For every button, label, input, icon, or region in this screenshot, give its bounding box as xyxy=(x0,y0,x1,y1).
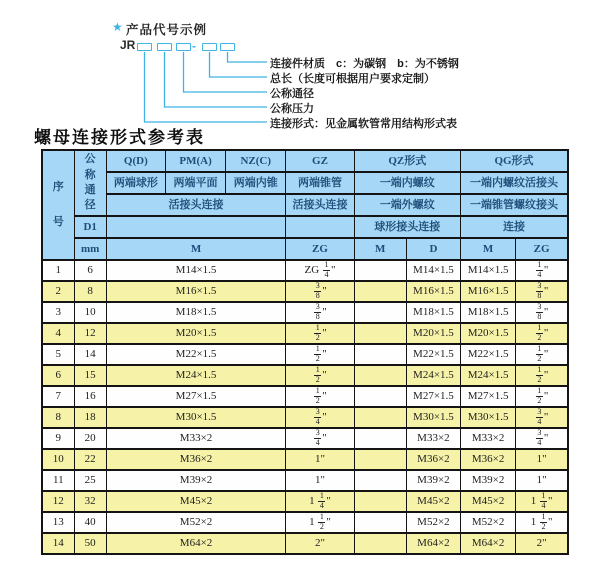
cell-dn-mm: 32 xyxy=(74,491,106,512)
cell-qz-d: M30×1.5 xyxy=(406,407,460,428)
cell-seq: 7 xyxy=(42,386,74,407)
code-label-pressure: 公称压力 xyxy=(270,103,314,115)
cell-seq: 1 xyxy=(42,260,74,281)
cell-qz-d: M39×2 xyxy=(406,470,460,491)
cell-dn-mm: 8 xyxy=(74,281,106,302)
cell-qz-m xyxy=(354,428,406,449)
cell-qz-d: M45×2 xyxy=(406,491,460,512)
header-qz-desc2: 一端外螺纹 xyxy=(354,194,460,216)
cell-qz-d: M64×2 xyxy=(406,533,460,554)
cell-qg-zg: $\frac{3}{8}$ " xyxy=(516,281,568,302)
cell-m: M27×1.5 xyxy=(106,386,286,407)
cell-dn-mm: 40 xyxy=(74,512,106,533)
cell-m: M20×1.5 xyxy=(106,323,286,344)
cell-qg-zg: 1" xyxy=(516,470,568,491)
table-row xyxy=(42,449,568,470)
table-title: 螺母连接形式参考表 xyxy=(34,128,205,147)
cell-dn-mm: 50 xyxy=(74,533,106,554)
cell-qg-m: M22×1.5 xyxy=(461,344,516,365)
cell-qg-zg: $\frac{1}{4}$ " xyxy=(516,260,568,281)
cell-qg-zg: $\frac{3}{8}$ " xyxy=(516,302,568,323)
cell-qg-zg: $\frac{1}{2}$ " xyxy=(516,365,568,386)
cell-seq: 2 xyxy=(42,281,74,302)
table-row xyxy=(42,323,568,344)
cell-m: M14×1.5 xyxy=(106,260,286,281)
table-row xyxy=(42,386,568,407)
cell-m: M24×1.5 xyxy=(106,365,286,386)
cell-zg: 1" xyxy=(286,449,354,470)
cell-zg: $\frac{1}{2}$ " xyxy=(286,386,354,407)
cell-qz-d: M20×1.5 xyxy=(406,323,460,344)
cell-m: M39×2 xyxy=(106,470,286,491)
header-q-desc: 两端球形 xyxy=(106,172,165,194)
header-gz-desc: 两端锥管 xyxy=(286,172,354,194)
cell-zg: $\frac{3}{8}$ " xyxy=(286,281,354,302)
header-empty-left xyxy=(106,216,286,238)
cell-zg: $\frac{1}{2}$ " xyxy=(286,323,354,344)
header-q: Q(D) xyxy=(106,150,165,172)
cell-qg-m: M27×1.5 xyxy=(461,386,516,407)
cell-zg: ZG $\frac{1}{4}$ " xyxy=(286,260,354,281)
header-nz: NZ(C) xyxy=(226,150,286,172)
cell-qg-m: M45×2 xyxy=(461,491,516,512)
header-qg-conn: 连接 xyxy=(461,216,568,238)
header-qz-m: M xyxy=(354,238,406,260)
star-icon: ★ xyxy=(112,20,123,34)
product-code-prefix: JR xyxy=(120,38,136,52)
table-row xyxy=(42,407,568,428)
header-qz-conn: 球形接头连接 xyxy=(354,216,460,238)
header-gz-connection: 活接头连接 xyxy=(286,194,354,216)
cell-dn-mm: 15 xyxy=(74,365,106,386)
header-qz: QZ形式 xyxy=(354,150,460,172)
diagram-title: 产品代号示例 xyxy=(126,23,208,37)
cell-dn-mm: 14 xyxy=(74,344,106,365)
table-row xyxy=(42,302,568,323)
header-seq: 序号 xyxy=(42,150,74,260)
code-label-diameter: 公称通径 xyxy=(270,88,314,100)
cell-zg: 1 $\frac{1}{2}$ " xyxy=(286,512,354,533)
cell-m: M16×1.5 xyxy=(106,281,286,302)
cell-qz-d: M24×1.5 xyxy=(406,365,460,386)
cell-qg-m: M14×1.5 xyxy=(461,260,516,281)
cell-dn-mm: 16 xyxy=(74,386,106,407)
cell-zg: $\frac{3}{8}$ " xyxy=(286,302,354,323)
cell-qg-m: M39×2 xyxy=(461,470,516,491)
header-empty-gz xyxy=(286,216,354,238)
cell-qz-d: M18×1.5 xyxy=(406,302,460,323)
header-qg-zg: ZG xyxy=(516,238,568,260)
cell-qz-m xyxy=(354,323,406,344)
cell-qz-m xyxy=(354,344,406,365)
cell-qg-zg: $\frac{3}{4}$ " xyxy=(516,428,568,449)
cell-seq: 5 xyxy=(42,344,74,365)
cell-seq: 12 xyxy=(42,491,74,512)
cell-m: M18×1.5 xyxy=(106,302,286,323)
cell-qz-m xyxy=(354,302,406,323)
cell-qg-m: M36×2 xyxy=(461,449,516,470)
cell-zg: $\frac{1}{2}$ " xyxy=(286,365,354,386)
cell-qg-m: M24×1.5 xyxy=(461,365,516,386)
table-row xyxy=(42,491,568,512)
cell-qg-m: M18×1.5 xyxy=(461,302,516,323)
cell-qg-zg: 1 $\frac{1}{2}$ " xyxy=(516,512,568,533)
cell-seq: 10 xyxy=(42,449,74,470)
cell-dn-mm: 10 xyxy=(74,302,106,323)
cell-qz-m xyxy=(354,449,406,470)
cell-m: M30×1.5 xyxy=(106,407,286,428)
header-qz-d: D xyxy=(406,238,460,260)
header-qg-m: M xyxy=(461,238,516,260)
cell-seq: 11 xyxy=(42,470,74,491)
cell-qg-m: M52×2 xyxy=(461,512,516,533)
cell-zg: $\frac{3}{4}$ " xyxy=(286,428,354,449)
cell-dn-mm: 20 xyxy=(74,428,106,449)
header-pm: PM(A) xyxy=(165,150,225,172)
cell-qz-d: M14×1.5 xyxy=(406,260,460,281)
header-nominal-diameter: 公称通径 xyxy=(74,150,106,216)
cell-qg-m: M20×1.5 xyxy=(461,323,516,344)
table-row xyxy=(42,533,568,554)
cell-zg: 1 $\frac{1}{4}$ " xyxy=(286,491,354,512)
cell-m: M36×2 xyxy=(106,449,286,470)
cell-m: M64×2 xyxy=(106,533,286,554)
cell-m: M33×2 xyxy=(106,428,286,449)
cell-qz-d: M16×1.5 xyxy=(406,281,460,302)
cell-seq: 8 xyxy=(42,407,74,428)
cell-qg-m: M64×2 xyxy=(461,533,516,554)
cell-qz-m xyxy=(354,281,406,302)
cell-qz-m xyxy=(354,260,406,281)
cell-qz-m xyxy=(354,491,406,512)
cell-zg: 2" xyxy=(286,533,354,554)
header-pm-desc: 两端平面 xyxy=(165,172,225,194)
cell-qg-zg: $\frac{1}{2}$ " xyxy=(516,323,568,344)
cell-qg-zg: $\frac{1}{2}$ " xyxy=(516,344,568,365)
table-row xyxy=(42,470,568,491)
code-label-length: 总长（长度可根据用户要求定制） xyxy=(270,73,435,85)
cell-dn-mm: 18 xyxy=(74,407,106,428)
cell-qz-m xyxy=(354,407,406,428)
table-row xyxy=(42,428,568,449)
cell-qg-zg: $\frac{3}{4}$ " xyxy=(516,407,568,428)
cell-qz-m xyxy=(354,365,406,386)
table-row xyxy=(42,365,568,386)
cell-qg-m: M30×1.5 xyxy=(461,407,516,428)
code-label-connection: 连接形式：见金属软管常用结构形式表 xyxy=(270,118,457,130)
cell-qz-d: M22×1.5 xyxy=(406,344,460,365)
cell-qg-zg: 1 $\frac{1}{4}$ " xyxy=(516,491,568,512)
cell-qg-zg: 2" xyxy=(516,533,568,554)
cell-zg: $\frac{1}{2}$ " xyxy=(286,344,354,365)
cell-seq: 4 xyxy=(42,323,74,344)
cell-seq: 3 xyxy=(42,302,74,323)
table-row xyxy=(42,260,568,281)
cell-zg: 1" xyxy=(286,470,354,491)
cell-qg-m: M16×1.5 xyxy=(461,281,516,302)
header-qg: QG形式 xyxy=(461,150,568,172)
cell-qz-m xyxy=(354,470,406,491)
cell-qg-zg: $\frac{1}{2}$ " xyxy=(516,386,568,407)
cell-qz-m xyxy=(354,533,406,554)
cell-zg: $\frac{3}{4}$ " xyxy=(286,407,354,428)
code-dash: - xyxy=(192,39,196,53)
cell-qz-m xyxy=(354,512,406,533)
cell-qz-d: M52×2 xyxy=(406,512,460,533)
header-qg-desc2: 一端锥管螺纹接头 xyxy=(461,194,568,216)
cell-dn-mm: 12 xyxy=(74,323,106,344)
cell-m: M22×1.5 xyxy=(106,344,286,365)
table-row xyxy=(42,344,568,365)
nut-connection-reference-table xyxy=(41,149,569,555)
header-gz: GZ xyxy=(286,150,354,172)
cell-seq: 9 xyxy=(42,428,74,449)
header-nz-desc: 两端内锥 xyxy=(226,172,286,194)
cell-qz-d: M27×1.5 xyxy=(406,386,460,407)
cell-qz-m xyxy=(354,386,406,407)
header-union-connection: 活接头连接 xyxy=(106,194,286,216)
table-row xyxy=(42,281,568,302)
table-row xyxy=(42,512,568,533)
cell-m: M52×2 xyxy=(106,512,286,533)
header-mm: mm xyxy=(74,238,106,260)
cell-qg-zg: 1" xyxy=(516,449,568,470)
header-d1: D1 xyxy=(74,216,106,238)
cell-seq: 14 xyxy=(42,533,74,554)
header-qz-desc1: 一端内螺纹 xyxy=(354,172,460,194)
header-m: M xyxy=(106,238,286,260)
header-zg: ZG xyxy=(286,238,354,260)
cell-qz-d: M33×2 xyxy=(406,428,460,449)
cell-m: M45×2 xyxy=(106,491,286,512)
cell-dn-mm: 25 xyxy=(74,470,106,491)
code-label-material: 连接件材质 c：为碳钢 b：为不锈钢 xyxy=(270,58,459,70)
cell-seq: 13 xyxy=(42,512,74,533)
header-qg-desc1: 一端内螺纹活接头 xyxy=(461,172,568,194)
table-body xyxy=(42,260,568,554)
cell-qz-d: M36×2 xyxy=(406,449,460,470)
cell-seq: 6 xyxy=(42,365,74,386)
cell-dn-mm: 22 xyxy=(74,449,106,470)
cell-dn-mm: 6 xyxy=(74,260,106,281)
cell-qg-m: M33×2 xyxy=(461,428,516,449)
